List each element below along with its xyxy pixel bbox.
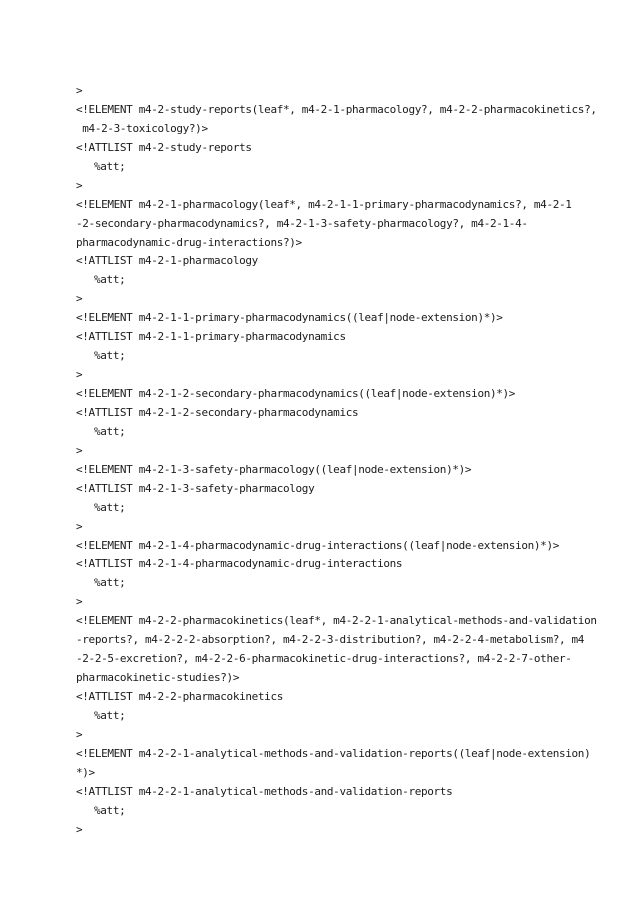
dtd-close-line: > bbox=[76, 368, 83, 382]
dtd-att-reference: %att; bbox=[94, 349, 126, 363]
dtd-close-line: > bbox=[76, 822, 83, 836]
dtd-close-line: > bbox=[76, 727, 83, 741]
dtd-element-declaration: <!ELEMENT m4-2-2-1-analytical-methods-and-validation-reports((leaf|node-extension) bbox=[76, 746, 591, 760]
dtd-att-reference: %att; bbox=[94, 159, 126, 173]
dtd-continuation-line: -2-secondary-pharmacodynamics?, m4-2-1-3-safety-pharmacology?, m4-2-1-4- bbox=[76, 216, 528, 230]
dtd-continuation-line: m4-2-3-toxicology?)> bbox=[76, 121, 208, 135]
dtd-close-line: > bbox=[76, 595, 83, 609]
dtd-close-line: > bbox=[76, 292, 83, 306]
dtd-attlist-declaration: <!ATTLIST m4-2-study-reports bbox=[76, 140, 252, 154]
dtd-continuation-line: -reports?, m4-2-2-2-absorption?, m4-2-2-3-distribution?, m4-2-2-4-metabolism?, m4 bbox=[76, 633, 585, 647]
dtd-attlist-declaration: <!ATTLIST m4-2-1-4-pharmacodynamic-drug-interactions bbox=[76, 557, 403, 571]
dtd-code-block bbox=[76, 82, 597, 840]
dtd-attlist-declaration: <!ATTLIST m4-2-1-pharmacology bbox=[76, 254, 258, 268]
dtd-element-declaration: <!ELEMENT m4-2-1-3-safety-pharmacology((leaf|node-extension)*)> bbox=[76, 462, 472, 476]
dtd-element-declaration: <!ELEMENT m4-2-study-reports(leaf*, m4-2-1-pharmacology?, m4-2-2-pharmacokinetics?, bbox=[76, 102, 597, 116]
dtd-att-reference: %att; bbox=[94, 803, 126, 817]
dtd-attlist-declaration: <!ATTLIST m4-2-2-pharmacokinetics bbox=[76, 690, 283, 703]
dtd-element-declaration: <!ELEMENT m4-2-2-pharmacokinetics(leaf*, m4-2-2-1-analytical-methods-and-validation bbox=[76, 614, 597, 628]
dtd-attlist-declaration: <!ATTLIST m4-2-1-1-primary-pharmacodynamics bbox=[76, 330, 346, 344]
dtd-close-line: > bbox=[76, 84, 83, 97]
dtd-continuation-line: pharmacodynamic-drug-interactions?)> bbox=[76, 235, 302, 249]
dtd-continuation-line: *)> bbox=[76, 765, 95, 779]
dtd-close-line: > bbox=[76, 178, 83, 192]
dtd-close-line: > bbox=[76, 443, 83, 457]
dtd-continuation-line: -2-2-5-excretion?, m4-2-2-6-pharmacokinetic-drug-interactions?, m4-2-2-7-other- bbox=[76, 652, 572, 666]
dtd-element-declaration: <!ELEMENT m4-2-1-4-pharmacodynamic-drug-interactions((leaf|node-extension)*)> bbox=[76, 538, 559, 552]
dtd-att-reference: %att; bbox=[94, 708, 126, 722]
dtd-element-declaration: <!ELEMENT m4-2-1-pharmacology(leaf*, m4-2-1-1-primary-pharmacodynamics?, m4-2-1 bbox=[76, 197, 572, 211]
dtd-element-declaration: <!ELEMENT m4-2-1-1-primary-pharmacodynamics((leaf|node-extension)*)> bbox=[76, 311, 503, 325]
dtd-attlist-declaration: <!ATTLIST m4-2-2-1-analytical-methods-and-validation-reports bbox=[76, 784, 453, 798]
dtd-att-reference: %att; bbox=[94, 273, 126, 287]
dtd-continuation-line: pharmacokinetic-studies?)> bbox=[76, 671, 240, 685]
dtd-att-reference: %att; bbox=[94, 500, 126, 514]
dtd-att-reference: %att; bbox=[94, 424, 126, 438]
dtd-element-declaration: <!ELEMENT m4-2-1-2-secondary-pharmacodynamics((leaf|node-extension)*)> bbox=[76, 387, 516, 400]
dtd-close-line: > bbox=[76, 519, 83, 533]
dtd-att-reference: %att; bbox=[94, 576, 126, 590]
dtd-attlist-declaration: <!ATTLIST m4-2-1-3-safety-pharmacology bbox=[76, 481, 315, 495]
dtd-attlist-declaration: <!ATTLIST m4-2-1-2-secondary-pharmacodynamics bbox=[76, 405, 359, 419]
